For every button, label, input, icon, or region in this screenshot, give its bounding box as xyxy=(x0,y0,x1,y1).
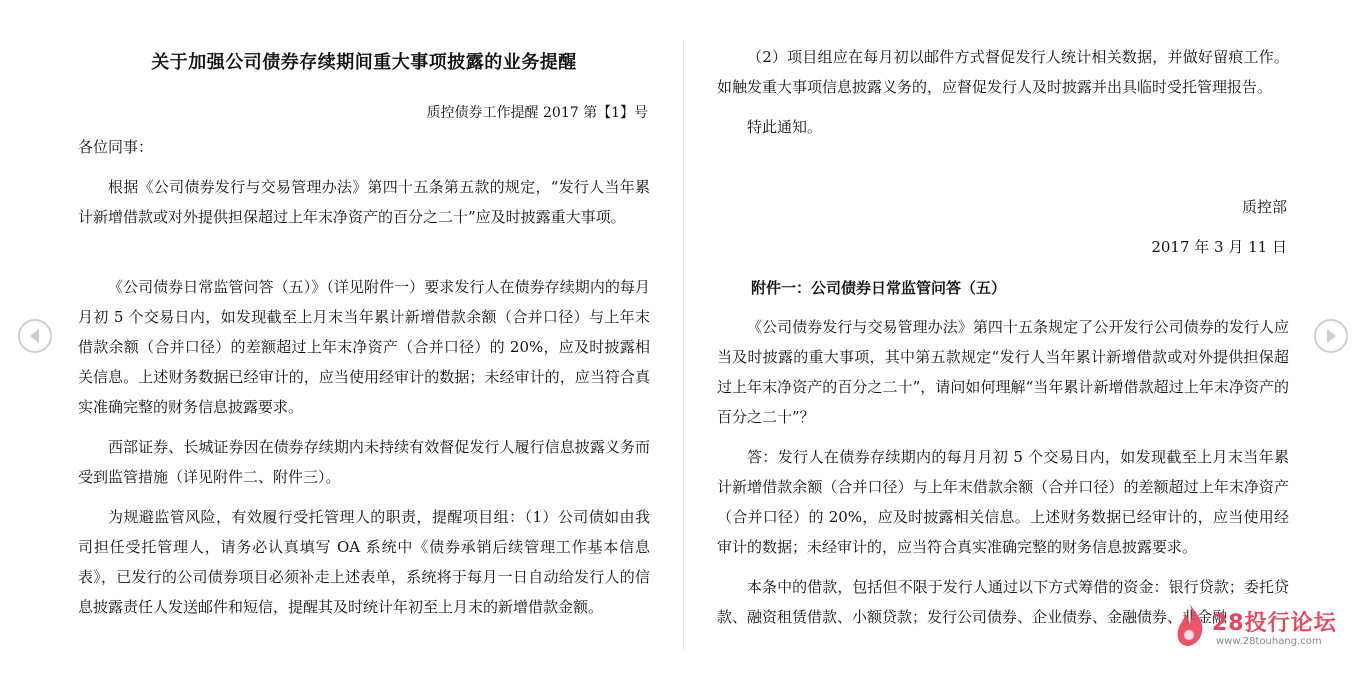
body-paragraph: （2）项目组应在每月初以邮件方式督促发行人统计相关数据，并做好留痕工作。如触发重大事项信息披露义务的，应督促发行人及时披露并出具临时受托管理报告。 xyxy=(717,48,1289,96)
watermark-brand xyxy=(1212,606,1337,637)
signature-department: 质控部 xyxy=(1241,198,1287,216)
document-reference-number: 质控债券工作提醒 2017 第【1】号 xyxy=(426,105,648,121)
body-paragraph: 根据《公司债券发行与交易管理办法》第四十五条第五款的规定，“发行人当年累计新增借款或对外提供担保超过上年末净资产的百分之二十”应及时披露重大事项。 xyxy=(78,178,650,226)
watermark-name: 投行论坛 xyxy=(1244,611,1337,636)
watermark-url: www.28touhang.com xyxy=(1216,636,1322,647)
previous-page-button[interactable] xyxy=(18,319,52,353)
annex-paragraph: 本条中的借款，包括但不限于发行人通过以下方式筹借的资金：银行贷款；委托贷款、融资租赁借款、小额贷款；发行公司债券、企业债券、金融债券、非金融 xyxy=(717,578,1289,626)
closing-notice: 特此通知。 xyxy=(747,118,823,136)
watermark-number: 28 xyxy=(1212,611,1245,636)
signature-date: 2017 年 3 月 11 日 xyxy=(1151,238,1287,256)
site-watermark xyxy=(1172,598,1344,654)
body-paragraph: 《公司债券日常监管问答（五）》（详见附件一）要求发行人在债券存续期内的每月月初 5 个交易日内，如发现截至上月末当年累计新增借款余额（合并口径）与上年末借款余额（合并口径）的差额超过上年末净资产（合并口径）的 20%，应及时披露相关信息。上述财务数据已经审计的，应当使用经审计的数据；未经审计的，应当符合真实准确完整的财务信息披露要求。 xyxy=(78,278,650,416)
annex-paragraph: 答：发行人在债券存续期内的每月月初 5 个交易日内，如发现截至上月末当年累计新增借款余额（合并口径）与上年末借款余额（合并口径）的差额超过上年末净资产（合并口径）的 20%，应及时披露相关信息。上述财务数据已经审计的，应当使用经审计的数据；未经审计的，应当符合真实准确完整的财务信息披露要求。 xyxy=(717,448,1289,556)
flame-logo-icon xyxy=(1172,602,1208,648)
body-paragraph: 为规避监管风险，有效履行受托管理人的职责，提醒项目组：（1）公司债如由我司担任受托管理人，请务必认真填写 OA 系统中《债券承销后续管理工作基本信息表》，已发行的公司债券项目必须补走上述表单，系统将于每月一日自动给发行人的信息披露责任人发送邮件和短信，提醒其及时统计年初至上月末的新增借款金额。 xyxy=(78,508,650,616)
salutation: 各位同事： xyxy=(78,138,154,156)
chevron-right-icon xyxy=(1316,321,1346,351)
annex-paragraph: 《公司债券发行与交易管理办法》第四十五条规定了公开发行公司债券的发行人应当及时披露的重大事项，其中第五款规定“发行人当年累计新增借款或对外提供担保超过上年末净资产的百分之二十”，请问如何理解“当年累计新增借款超过上年末净资产的百分之二十”？ xyxy=(717,318,1289,426)
annex-title: 附件一：公司债券日常监管问答（五） xyxy=(751,279,1007,297)
page-divider xyxy=(683,40,684,650)
page-title: 关于加强公司债券存续期间重大事项披露的业务提醒 xyxy=(151,52,577,73)
next-page-button[interactable] xyxy=(1314,319,1348,353)
body-paragraph: 西部证券、长城证券因在债券存续期内未持续有效督促发行人履行信息披露义务而受到监管措施（详见附件二、附件三）。 xyxy=(78,438,650,486)
chevron-left-icon xyxy=(20,321,50,351)
